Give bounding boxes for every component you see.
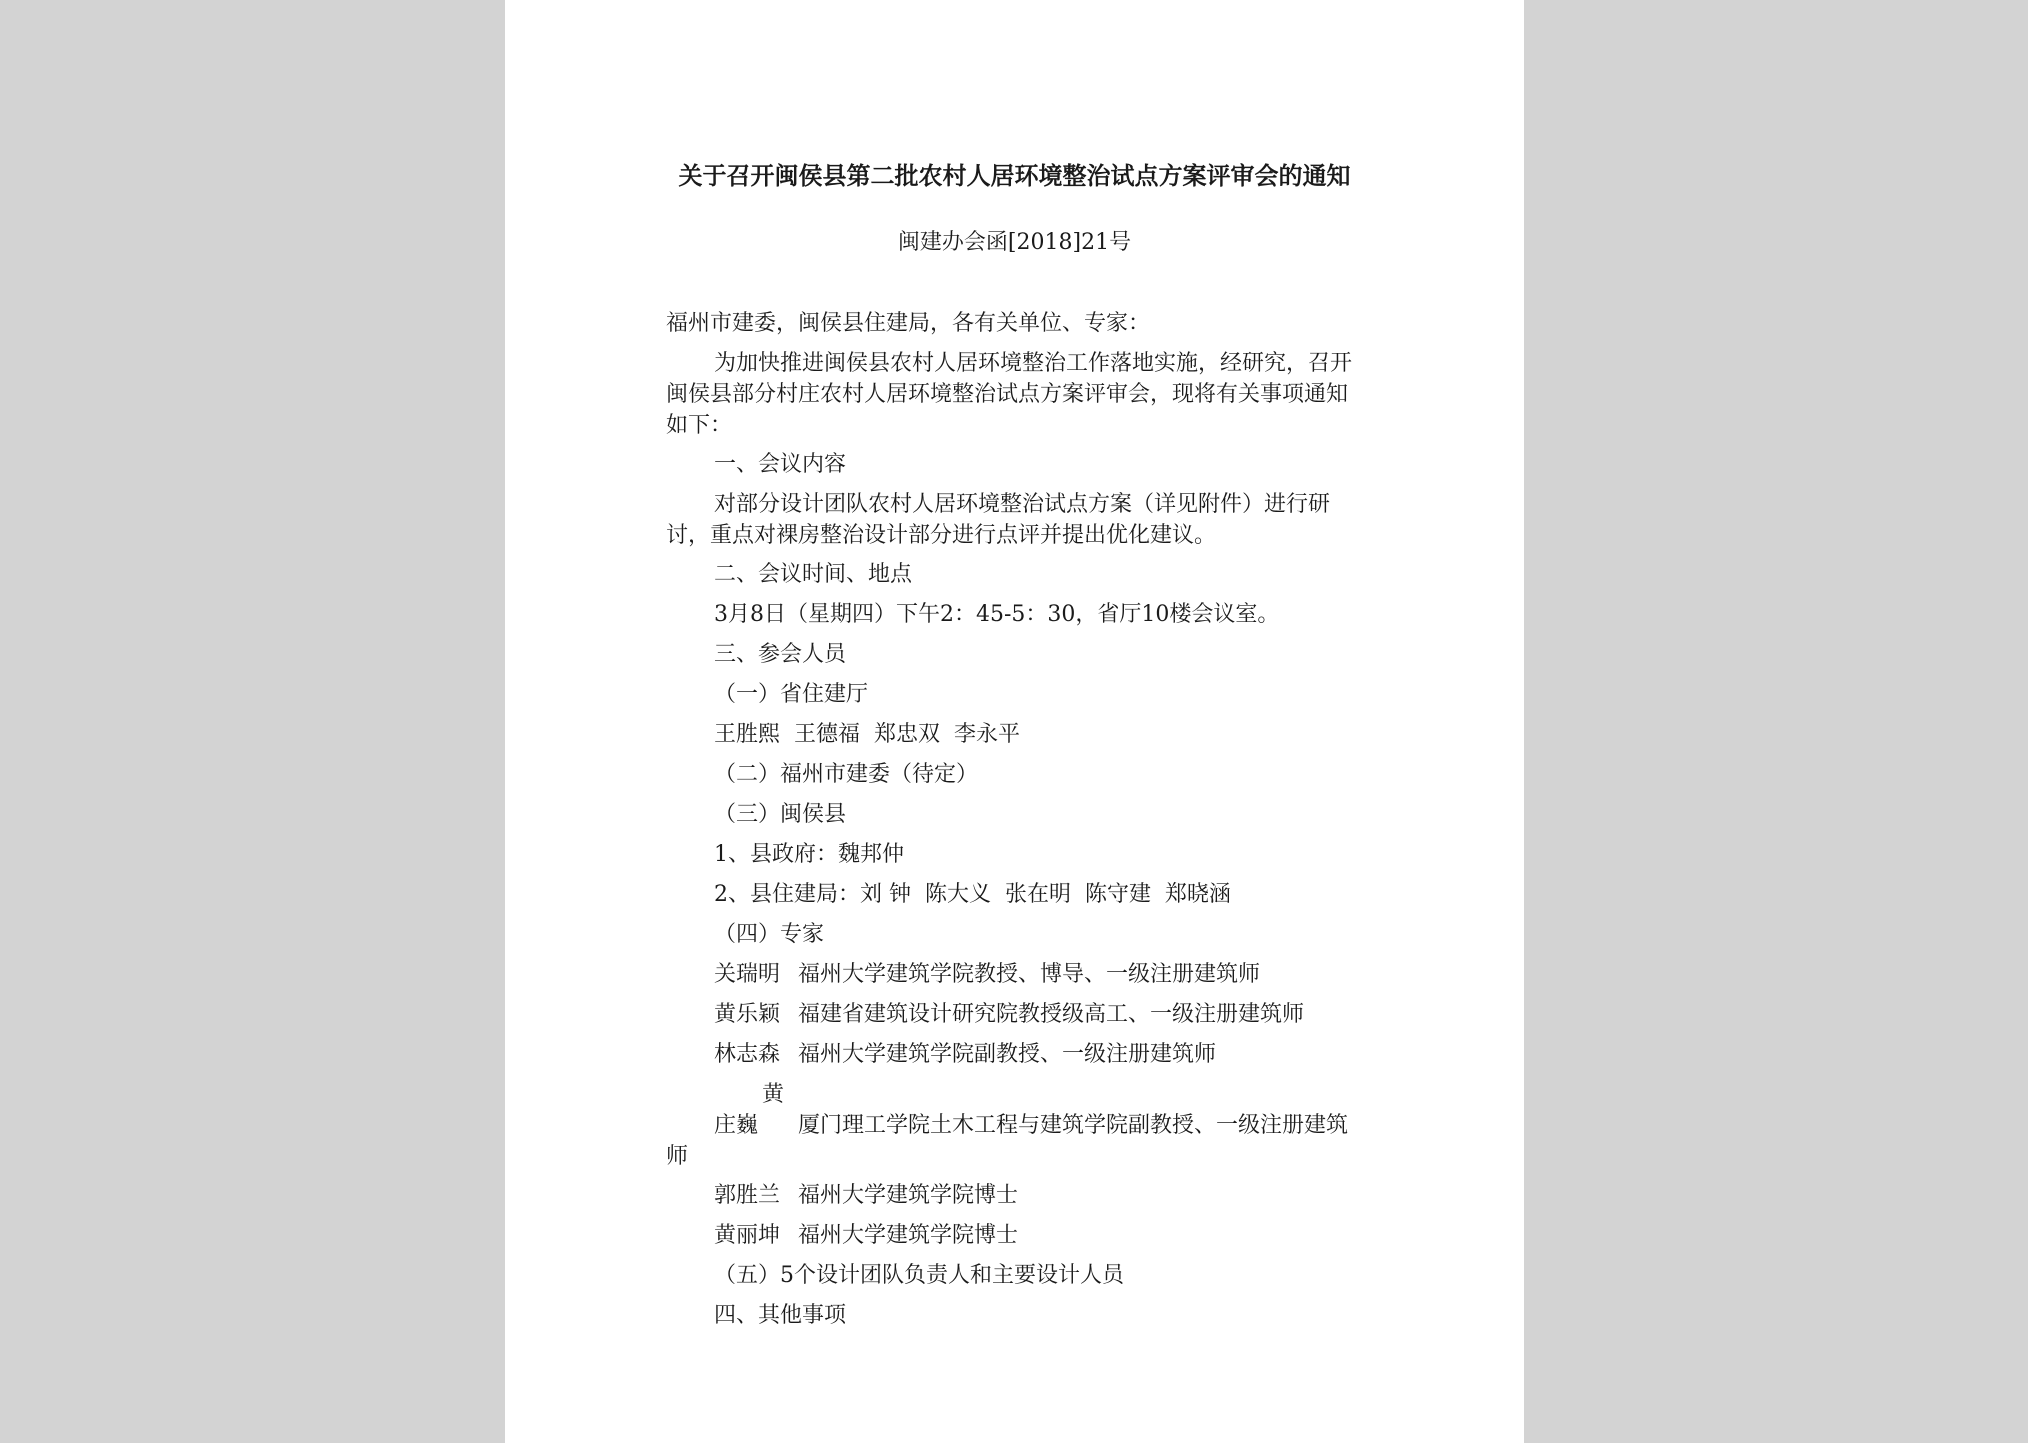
- content-paragraph: 对部分设计团队农村人居环境整治试点方案（详见附件）进行研讨，重点对裸房整治设计部分进行点评并提出优化建议。: [666, 492, 1331, 548]
- expert-title: 厦门理工学院土木工程与建筑学院副教授、一级注册建筑师: [666, 1113, 1349, 1169]
- section-heading-time-place: 二、会议时间、地点: [714, 562, 913, 587]
- document-title: 关于召开闽侯县第二批农村人居环境整治试点方案评审会的通知: [678, 161, 1351, 190]
- section-heading-content: 一、会议内容: [714, 452, 847, 477]
- expert-name: 黄庄巍: [714, 1082, 785, 1138]
- group-label-county: （三）闽侯县: [714, 802, 847, 827]
- group-label-design-teams: （五）5个设计团队负责人和主要设计人员: [714, 1263, 1124, 1288]
- group-label-province: （一）省住建厅: [714, 682, 869, 707]
- document-number: 闽建办会函[2018]21号: [897, 230, 1132, 255]
- section-heading-attendees: 三、参会人员: [714, 642, 847, 667]
- expert-name: 关瑞明: [714, 962, 781, 987]
- expert-title: 福建省建筑设计研究院教授级高工、一级注册建筑师: [798, 1002, 1305, 1027]
- expert-row: [666, 1176, 1366, 1216]
- expert-name: 郭胜兰: [714, 1183, 781, 1208]
- salutation: 福州市建委，闽侯县住建局，各有关单位、专家：: [666, 311, 1151, 336]
- expert-name: 林志森: [714, 1042, 781, 1067]
- group-label-city: （二）福州市建委（待定）: [714, 762, 979, 787]
- expert-row: [666, 1035, 1366, 1075]
- expert-row: [666, 995, 1366, 1035]
- expert-row: [666, 955, 1366, 995]
- county-government-item: 1、县政府：魏邦仲: [714, 842, 904, 867]
- expert-row: [666, 1216, 1366, 1256]
- section-heading-other: 四、其他事项: [714, 1303, 847, 1328]
- group-label-experts: （四）专家: [714, 922, 825, 947]
- county-housing-bureau-item: 2、县住建局：刘 钟 陈大义 张在明 陈守建 郑晓涵: [714, 882, 1231, 907]
- expert-title: 福州大学建筑学院博士: [798, 1183, 1019, 1208]
- intro-paragraph: 为加快推进闽侯县农村人居环境整治工作落地实施，经研究，召开闽侯县部分村庄农村人居环境整治试点方案评审会，现将有关事项通知如下：: [666, 351, 1353, 438]
- province-attendee-names: 王胜熙 王德福 郑忠双 李永平: [714, 722, 1020, 747]
- document-body: [666, 304, 1366, 1336]
- expert-title: 福州大学建筑学院副教授、一级注册建筑师: [798, 1042, 1217, 1067]
- document-page: [505, 0, 1524, 1443]
- expert-name: 黄丽坤: [714, 1223, 781, 1248]
- expert-row: [666, 1075, 1366, 1176]
- expert-title: 福州大学建筑学院教授、博导、一级注册建筑师: [798, 962, 1261, 987]
- expert-name: 黄乐颖: [714, 1002, 781, 1027]
- expert-title: 福州大学建筑学院博士: [798, 1223, 1019, 1248]
- time-place-text: 3月8日（星期四）下午2：45-5：30，省厅10楼会议室。: [714, 602, 1280, 627]
